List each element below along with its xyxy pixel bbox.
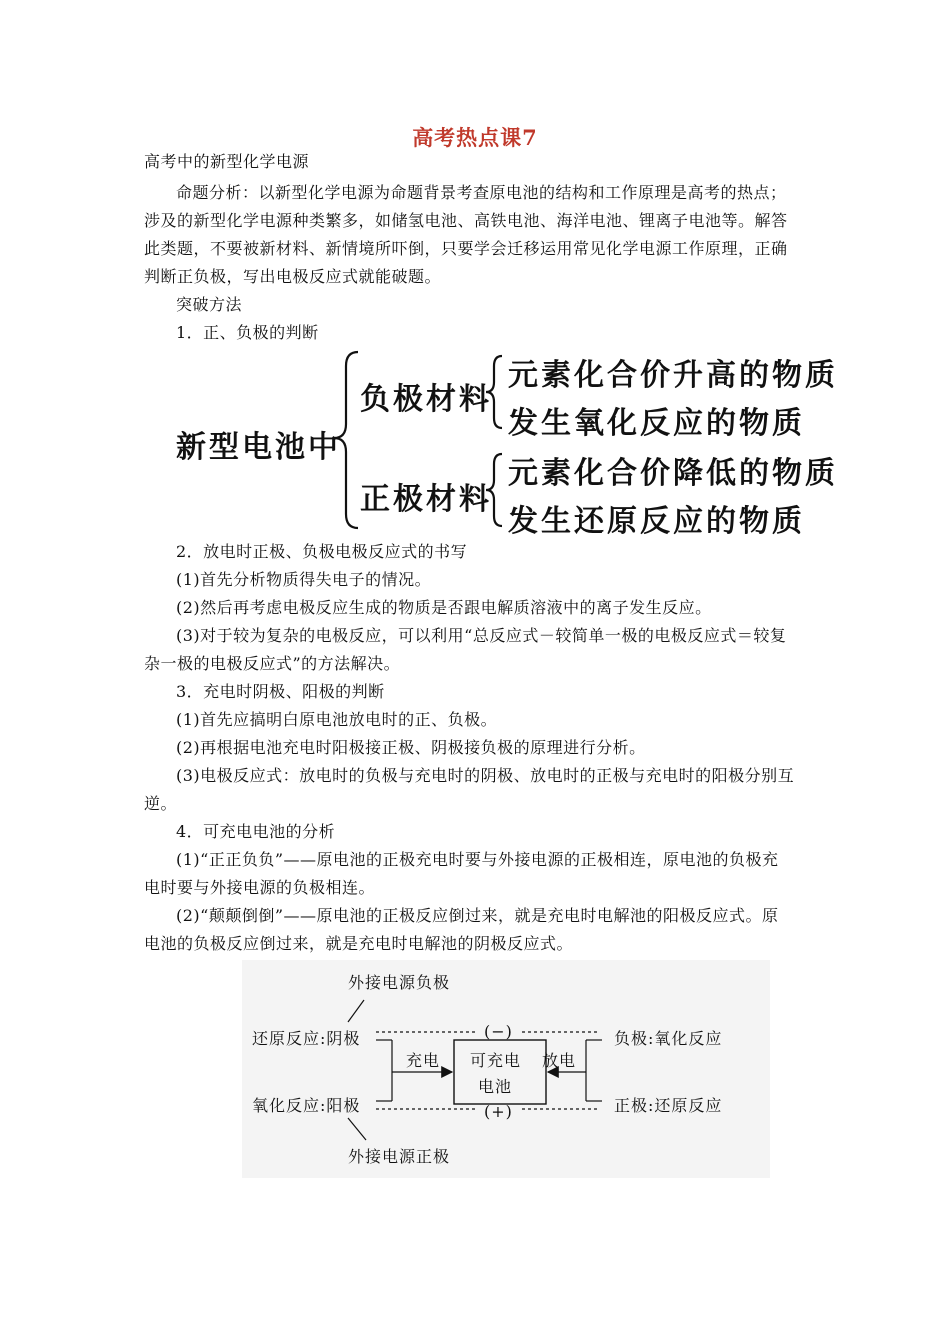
section4-p2-line1: (2)“颠颠倒倒”——原电池的正极反应倒过来，就是充电时电解池的阳极反应式。原 <box>176 906 779 925</box>
section4-heading: 4．可充电电池的分析 <box>176 822 336 841</box>
external-negative-label: 外接电源负极 <box>348 973 451 992</box>
plus-terminal-label: (+) <box>484 1102 513 1121</box>
cathode-label: 还原反应:阴极 <box>252 1029 361 1048</box>
intro-line-4: 判断正负极，写出电极反应式就能破题。 <box>144 267 442 286</box>
section3-p3-line1: (3)电极反应式：放电时的负极与充电时的阴极、放电时的正极与充电时的阳极分别互 <box>176 766 795 785</box>
intro-line-3: 此类题，不要被新材料、新情境所吓倒，只要学会迁移运用常见化学电源工作原理，正确 <box>144 239 788 258</box>
section2-p3-line2: 杂一极的电极反应式”的方法解决。 <box>144 654 401 673</box>
section2-p1: (1)首先分析物质得失电子的情况。 <box>176 570 432 589</box>
tree-positive-item-1: 元素化合价降低的物质 <box>508 456 838 491</box>
charge-label: 充电 <box>406 1051 441 1070</box>
tree-negative-item-1: 元素化合价升高的物质 <box>508 358 838 393</box>
battery-box-line1: 可充电 <box>470 1051 522 1070</box>
section4-p1-line1: (1)“正正负负”——原电池的正极充电时要与外接电源的正极相连，原电池的负极充 <box>176 850 779 869</box>
section2-heading: 2．放电时正极、负极电极反应式的书写 <box>176 542 468 561</box>
minus-terminal-label: (−) <box>484 1022 513 1041</box>
tree-negative-item-2: 发生氧化反应的物质 <box>508 406 805 441</box>
intro-line-2: 涉及的新型化学电源种类繁多，如储氢电池、高铁电池、海洋电池、锂离子电池等。解答 <box>144 211 788 230</box>
section3-p1: (1)首先应搞明白原电池放电时的正、负极。 <box>176 710 498 729</box>
document-subtitle: 高考中的新型化学电源 <box>144 152 310 171</box>
battery-box-line2: 电池 <box>478 1077 513 1096</box>
intro-line-1: 命题分析：以新型化学电源为命题背景考查原电池的结构和工作原理是高考的热点； <box>176 183 787 202</box>
tree-root: 新型电池中 <box>176 430 341 465</box>
external-positive-label: 外接电源正极 <box>348 1147 451 1166</box>
section3-heading: 3．充电时阴极、阳极的判断 <box>176 682 385 701</box>
tree-positive-label: 正极材料 <box>360 482 492 517</box>
discharge-label: 放电 <box>542 1051 577 1070</box>
method-heading: 突破方法 <box>176 295 243 314</box>
negative-electrode-label: 负极:氧化反应 <box>614 1029 723 1048</box>
section2-p3-line1: (3)对于较为复杂的电极反应，可以利用“总反应式－较简单一极的电极反应式＝较复 <box>176 626 787 645</box>
section4-p2-line2: 电池的负极反应倒过来，就是充电时电解池的阴极反应式。 <box>144 934 574 953</box>
section1-heading: 1．正、负极的判断 <box>176 323 319 342</box>
page-title: 高考热点课7 <box>412 125 538 150</box>
section4-p1-line2: 电时要与外接电源的负极相连。 <box>144 878 376 897</box>
charge-discharge-diagram <box>242 960 770 1178</box>
section3-p3-line2: 逆。 <box>144 794 178 813</box>
section2-p2: (2)然后再考虑电极反应生成的物质是否跟电解质溶液中的离子发生反应。 <box>176 598 712 617</box>
tree-negative-label: 负极材料 <box>360 382 492 417</box>
tree-positive-item-2: 发生还原反应的物质 <box>508 504 805 539</box>
anode-label: 氧化反应:阳极 <box>252 1096 361 1115</box>
positive-electrode-label: 正极:还原反应 <box>614 1096 723 1115</box>
section3-p2: (2)再根据电池充电时阳极接正极、阴极接负极的原理进行分析。 <box>176 738 646 757</box>
